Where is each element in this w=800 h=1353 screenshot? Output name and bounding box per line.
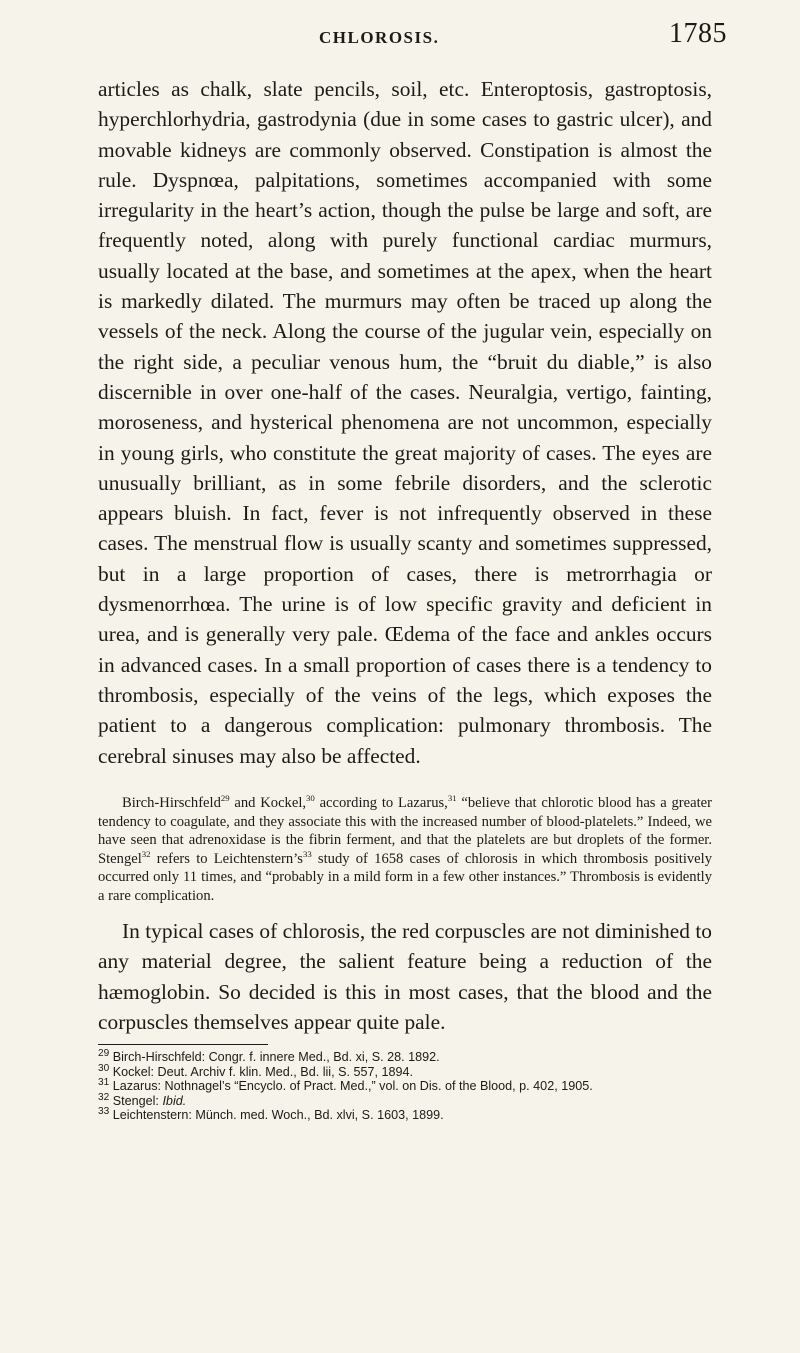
footnote-32 bbox=[98, 1091, 712, 1109]
text-run: according to Lazarus, bbox=[314, 795, 448, 811]
footnote-text: Stengel: bbox=[112, 1093, 163, 1108]
footnote-ref-33: 33 bbox=[302, 848, 312, 859]
second-paragraph: In typical cases of chlorosis, the red corpuscles are not diminished to any material degree, the salient feature being a reduction of the hæmoglobin. So decided is this in most cases, that the blood and the corpuscles themselves appear quite pale. bbox=[98, 919, 712, 1034]
footnote-ref-29: 29 bbox=[220, 793, 230, 804]
footnote-number: 30 bbox=[98, 1062, 110, 1074]
small-print-paragraph bbox=[98, 794, 712, 906]
text-run: “believe that chlorotic blood has a greater tendency to coagulate, and they associate this with the increased number of blood-platelets.” Indeed, we have seen that adrenoxidase is the fibrin ferment, and that the platelets are but droplets of the former. Stengel bbox=[98, 795, 712, 867]
main-paragraph: articles as chalk, slate pencils, soil, etc. Enteroptosis, gastroptosis, hyperchlorhydria, gastrodynia (due in some cases to gastric ulcer), and movable kidneys are commonly observed. Constipation is almost the rule. Dyspnœa, palpitations, sometimes accompanied with some irregularity in the heart’s action, though the pulse be large and soft, are frequently noted, along with purely functional cardiac murmurs, usually located at the base, and sometimes at the apex, when the heart is markedly dilated. The murmurs may often be traced up along the vessels of the neck. Along the course of the jugular vein, especially on the right side, a peculiar venous hum, the “bruit du diable,” is also discernible in over one-half of the cases. Neuralgia, vertigo, fainting, moroseness, and hysterical phenomena are not uncommon, especially in young girls, who constitute the great majority of cases. The eyes are unusually brilliant, as in some febrile disorders, and the sclerotic appears bluish. In fact, fever is not infrequently observed in these cases. The menstrual flow is usually scanty and sometimes suppressed, but in a large proportion of cases, there is metrorrhagia or dysmenorrhœa. The urine is of low specific gravity and deficient in urea, and is generally very pale. Œdema of the face and ankles occurs in advanced cases. In a small proportion of cases there is a tendency to thrombosis, especially of the veins of the legs, which exposes the patient to a dangerous complication: pulmonary thrombosis. The cerebral sinuses may also be affected. bbox=[98, 77, 712, 768]
footnotes bbox=[98, 1047, 712, 1123]
running-title: CHLOROSIS. bbox=[319, 28, 440, 47]
footnote-29 bbox=[98, 1047, 712, 1065]
footnote-text: Birch-Hirschfeld: Congr. f. innere Med., Bd. xi, S. 28. 1892. bbox=[112, 1050, 440, 1064]
footnote-text: Lazarus: Nothnagel’s “Encyclo. of Pract. Med.,” vol. on Dis. of the Blood, p. 402, 1905. bbox=[112, 1079, 593, 1094]
text-run: Birch-Hirschfeld bbox=[122, 795, 221, 811]
footnote-ref-30: 30 bbox=[306, 793, 315, 804]
small-print-block bbox=[98, 794, 712, 906]
footnote-number: 29 bbox=[98, 1047, 110, 1059]
text-run: and Kockel, bbox=[229, 795, 307, 811]
text-run: study of 1658 cases of chlorosis in which thrombosis positively occurred only 11 times, and “probably in a mild form in a few other instances.” Thrombosis is evidently a rare complication. bbox=[98, 850, 712, 904]
footnote-text: Kockel: Deut. Archiv f. klin. Med., Bd. lii, S. 557, 1894. bbox=[112, 1064, 414, 1079]
footnote-number: 31 bbox=[98, 1077, 110, 1088]
text-run: refers to Leichtenstern’s bbox=[150, 850, 303, 867]
footnote-number: 33 bbox=[98, 1106, 110, 1118]
footnote-ref-32: 32 bbox=[141, 848, 151, 859]
footnote-text: Leichtenstern: Münch. med. Woch., Bd. xlvi, S. 1603, 1899. bbox=[112, 1108, 444, 1123]
footnote-number: 32 bbox=[98, 1091, 110, 1103]
footnote-divider bbox=[98, 1044, 268, 1045]
footnote-ref-31: 31 bbox=[447, 793, 457, 804]
footnote-ibid: Ibid. bbox=[162, 1093, 187, 1108]
footnote-31 bbox=[98, 1079, 712, 1094]
footnote-30 bbox=[98, 1062, 712, 1080]
footnote-33 bbox=[98, 1108, 712, 1123]
main-text-block bbox=[98, 74, 712, 771]
page-number: 1785 bbox=[669, 18, 727, 49]
second-text-block bbox=[98, 916, 712, 1037]
page-header bbox=[0, 18, 800, 58]
